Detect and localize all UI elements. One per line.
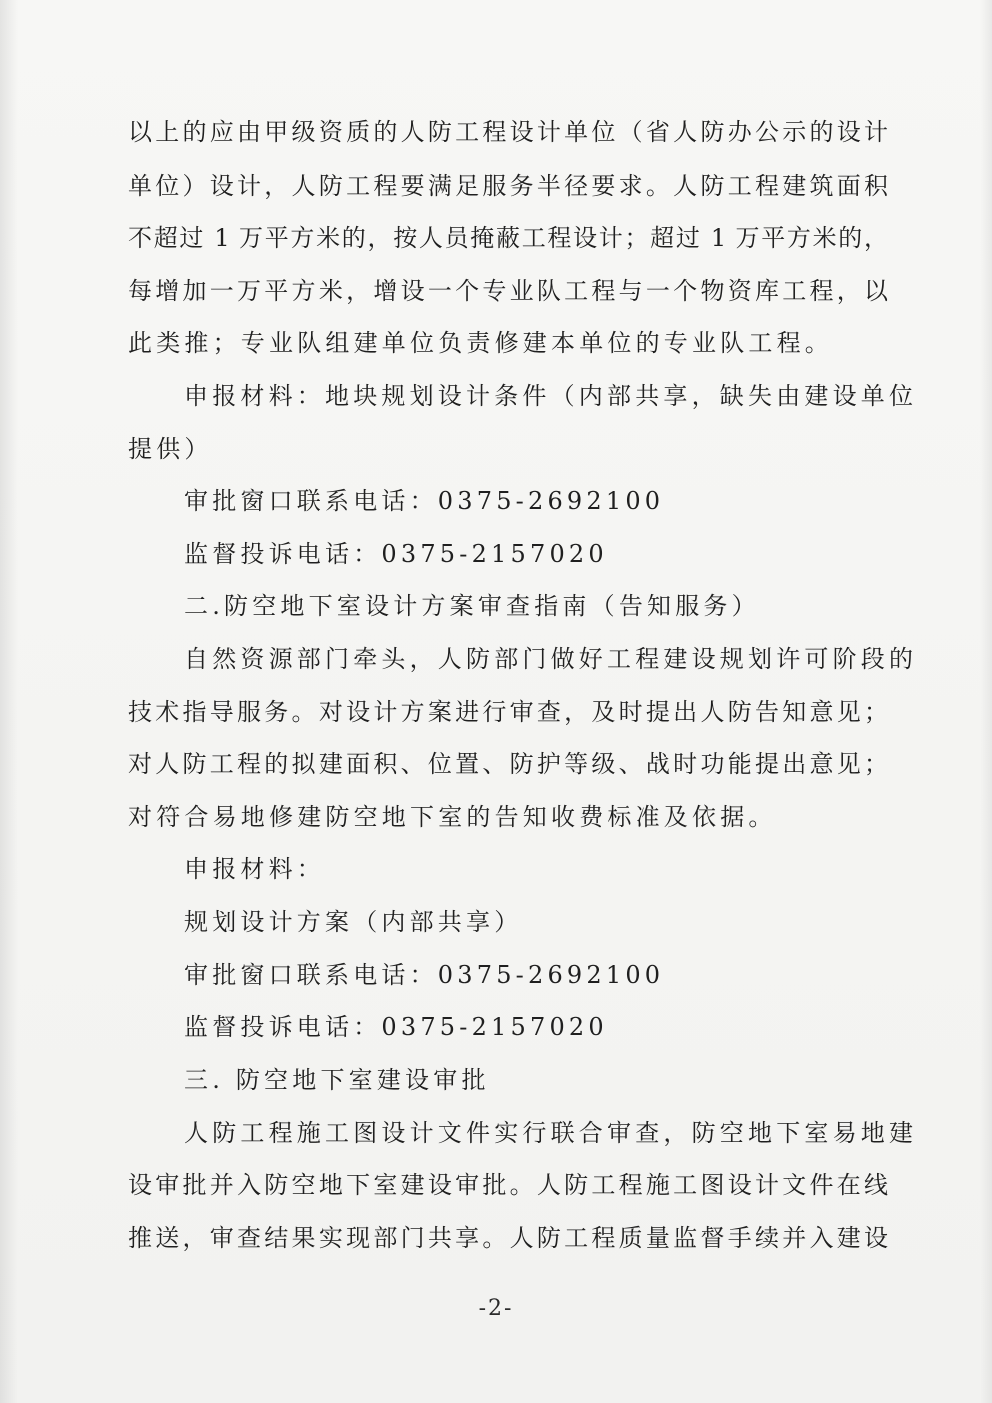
paragraph-line: 单位）设计，人防工程要满足服务半径要求。人防工程建筑面积 (128, 172, 888, 200)
contact-line: 审批窗口联系电话：0375-2692100 (184, 961, 665, 989)
contact-line: 监督投诉电话：0375-2157020 (184, 540, 608, 568)
paragraph-line: 以上的应由甲级资质的人防工程设计单位（省人防办公示的设计 (128, 118, 888, 146)
paragraph-line: 规划设计方案（内部共享） (184, 908, 523, 936)
paragraph-line: 对人防工程的拟建面积、位置、防护等级、战时功能提出意见； (128, 750, 888, 778)
paragraph-line: 自然资源部门牵头，人防部门做好工程建设规划许可阶段的 (184, 645, 918, 673)
paragraph-line: 技术指导服务。对设计方案进行审查，及时提出人防告知意见； (128, 698, 888, 726)
section-heading: 二.防空地下室设计方案审查指南（告知服务） (184, 592, 760, 620)
paragraph-line: 推送，审查结果实现部门共享。人防工程质量监督手续并入建设 (128, 1224, 888, 1252)
contact-line: 审批窗口联系电话：0375-2692100 (184, 487, 665, 515)
section-heading: 三. 防空地下室建设审批 (184, 1066, 490, 1094)
contact-line: 监督投诉电话：0375-2157020 (184, 1013, 608, 1041)
page-number: -2- (478, 1296, 514, 1321)
paragraph-line: 设审批并入防空地下室建设审批。人防工程施工图设计文件在线 (128, 1171, 888, 1199)
paragraph-line: 提供） (128, 435, 213, 463)
paragraph-line: 不超过 1 万平方米的，按人员掩蔽工程设计；超过 1 万平方米的， (128, 224, 888, 252)
paragraph-line: 此类推；专业队组建单位负责修建本单位的专业队工程。 (128, 329, 833, 357)
paragraph-line: 人防工程施工图设计文件实行联合审查，防空地下室易地建 (184, 1119, 918, 1147)
paragraph-line: 申报材料：地块规划设计条件（内部共享，缺失由建设单位 (184, 382, 918, 410)
paragraph-line: 申报材料： (184, 855, 325, 883)
paragraph-line: 每增加一万平方米，增设一个专业队工程与一个物资库工程，以 (128, 277, 888, 305)
paragraph-line: 对符合易地修建防空地下室的告知收费标准及依据。 (128, 803, 777, 831)
